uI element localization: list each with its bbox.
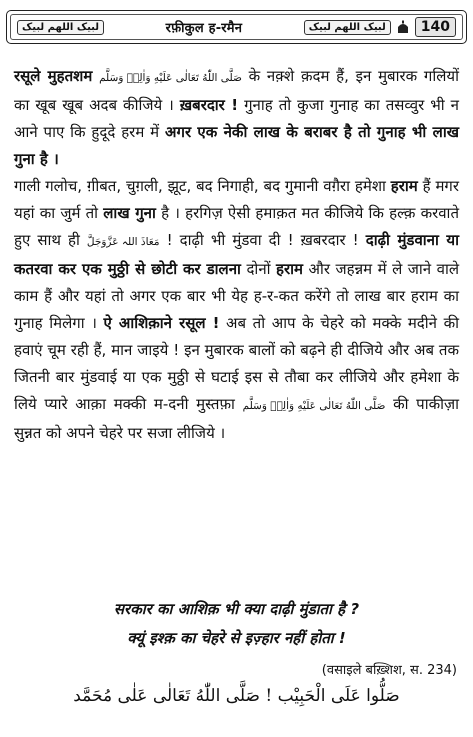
paragraph-2 [14, 173, 459, 447]
body-text [14, 63, 459, 447]
source-citation: (वसाइले बख़्शिश, स. 234) [321, 663, 457, 678]
bold-phrase: रसूले मुहतशम [14, 67, 93, 85]
text-run: की पाकीज़ा सुन्नत को अपने चेहरे पर सजा लीजिये । [14, 395, 460, 442]
couplet-line-1: सरकार का आशिक़ भी क्या दाढ़ी मुंडाता है ? [113, 600, 360, 618]
paragraph-1 [14, 63, 459, 173]
header-frame [10, 14, 463, 40]
header-label-right: لبیک اللھم لبیک [304, 20, 391, 35]
text-run: हैं मगर यहां का जुर्म तो [14, 177, 459, 222]
text-run: गुनाह तो कुजा गुनाह का तसव्वुर भी न आने पाए कि हुदूदे हरम में [14, 96, 459, 141]
durood-footer: صَلُّوا عَلَی الْحَبِیْب ! صَلَّی اللّٰهُ تَعَالٰی عَلٰی مُحَمَّد [73, 686, 400, 706]
bold-phrase: हराम [276, 260, 303, 278]
bold-phrase: दाढ़ी मुंडवाना या कतरवा कर एक मुठ्ठी से छोटी कर डालना [14, 231, 459, 278]
text-run: गाली गलोच, ग़ीबत, चुग़ली, झूट, बद निगाही, बद गुमानी वग़ैरा हमेशा [14, 177, 391, 195]
poetry-couplet [14, 595, 459, 653]
text-run: दोनों [246, 260, 277, 278]
bold-phrase: अगर एक नेकी लाख के बराबर है तो गुनाह भी लाख गुना है । [14, 123, 459, 168]
running-title: रफ़ीकुल ह-रमैन [165, 21, 243, 36]
couplet-line-2: क्यूं इश्क़ का चेहरे से इज़्हार नहीं होता ! [127, 629, 346, 647]
text-run: है । हरगिज़ ऐसी हमाक़त मत कीजिये कि हल्क़ करवाते हुए साथ ही [14, 204, 459, 249]
text-run: के नक़्शे क़दम हैं, इन मुबारक गलियों का खूब खूब अदब कीजिये । [14, 67, 459, 114]
arabic-salutation: صَلَّی اللّٰهُ تَعَالٰی عَلَیْهِ وَاٰلِهٖ وَسَلَّم [99, 72, 242, 84]
text-run: अब तो आप के चेहरे को मक्के मदीने की हवाएं चूम रही हैं, मान जाइये ! इन मुबारक बालों को बढ़ने ही दीजिये और अब तक जितनी बार मुंडवाई या एक मुठ्ठी से घटाई इस से तौबा कर लीजिये और हमेशा के लिये प्यारे आक़ा मक्की म-दनी मुस्तफ़ा [14, 314, 459, 413]
mosque-icon [396, 20, 410, 34]
arabic-maazallah: مَعَاذَ اللہ عَزَّوَجَلَّ [86, 236, 160, 248]
page-number: 140 [415, 17, 456, 37]
header-right-group [304, 17, 456, 37]
text-run: ! दाढ़ी भी मुंडवा दी ! ख़बरदार ! [166, 231, 366, 249]
text-run: और जहन्नम में ले जाने वाले काम हैं और यहां तो अगर एक बार भी येह ह-र-कत करेंगे तो लाख बार हराम का गुनाह मिलेगा । [14, 260, 459, 332]
arabic-salutation: صَلَّی اللّٰهُ تَعَالٰی عَلَیْهِ وَاٰلِهٖ وَسَلَّم [242, 400, 386, 412]
bold-phrase: लाख गुना [103, 204, 156, 222]
bold-phrase: हराम [390, 177, 418, 195]
page-header [6, 10, 467, 44]
bold-phrase: ऐ आशिक़ाने रसूल ! [103, 314, 220, 332]
header-label-left: لبیک اللھم لبیک [17, 20, 104, 35]
bold-phrase: ख़बरदार ! [179, 96, 239, 114]
